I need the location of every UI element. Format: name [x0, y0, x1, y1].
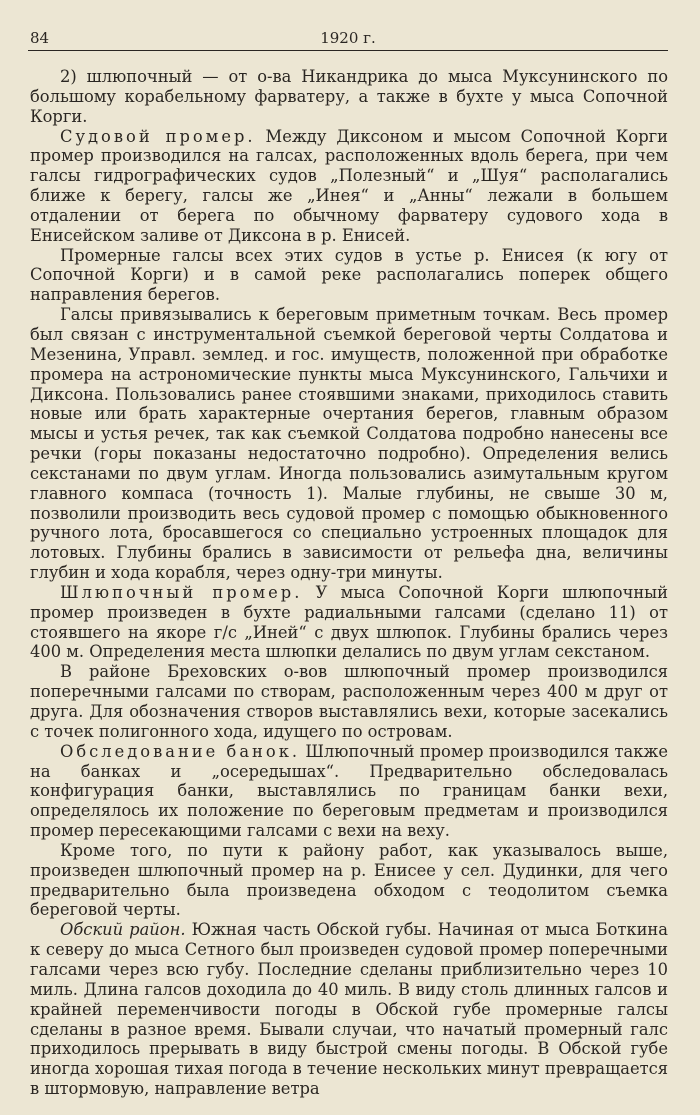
paragraph-text: Кроме того, по пути к району работ, как указывалось выше, произведен шлюпочный промер на р. Енисее у сел. Дудинки, для чего предварительно была произведена обходом с теодолитом съемка береговой черты.	[30, 840, 668, 920]
paragraph-text: Галсы привязывались к береговым приметным точкам. Весь промер был связан с инструментальной съемкой береговой черты Солдатова и Мезенина, Управл. землед. и гос. имуществ, положенной при обработке промера на астрономические пункты мыса Муксунинского, Гальчихи и Диксона. Пользовались ранее стоявшими знаками, приходилось ставить новые или брать характерные очертания берегов, главным образом мысы и устья речек, так как съемкой Солдатова подробно нанесены все речки (горы показаны недостаточно подробно). Определения велись секстанами по двум углам. Иногда пользовались азимутальным кругом главного компаса (точность 1). Малые глубины, не свыше 30 м, позволили производить весь судовой промер с помощью обыкновенного ручного лота, бросавшегося со специально устроенных площадок для лотовых. Глубины брались в зависимости от рельефа дна, величины глубин и хода корабля, через одну-три минуты.	[30, 305, 668, 583]
header-rule	[28, 50, 668, 51]
paragraph-text: Между Диксоном и мысом Сопочной Корги промер производился на галсах, расположенных вдоль берега, при чем галсы гидрографических судов „Полезный“ и „Шуя“ располагались ближе к берегу, галсы же „Инея“ и „Анны“ лежали в большем отдалении от берега по обычному фарватеру судового хода в Енисейском заливе от Диксона в р. Енисей.	[30, 126, 668, 245]
section-heading-bank-survey: Обследование банок.	[60, 741, 301, 761]
paragraph-text: Южная часть Обской губы. Начиная от мыса Боткина к северу до мыса Сетного был произведен судовой промер поперечными галсами через всю губу. Последние сделаны приблизительно через 10 миль. Длина галсов доходила до 40 миль. В виду столь длинных галсов и крайней переменчивости погоды в Обской губе промерные галсы сделаны в разное время. Бывали случаи, что начатый промерный галс приходилось прерывать в виду быстрой смены погоды. В Обской губе иногда хорошая тихая погода в течение нескольких минут превращается в штормовую, направление ветра	[30, 920, 668, 1099]
paragraph	[30, 583, 668, 662]
running-title: 1920 г.	[320, 29, 376, 47]
paragraph	[30, 305, 668, 583]
page	[28, 28, 668, 1099]
paragraph	[30, 841, 668, 920]
section-heading-boat-sounding: Шлюпочный промер.	[60, 582, 303, 602]
paragraph-text: Промерные галсы всех этих судов в устье р. Енисея (к югу от Сопочной Корги) и в самой реке располагались поперек общего направления берегов.	[30, 245, 668, 305]
paragraph	[30, 742, 668, 841]
paragraph	[30, 662, 668, 741]
paragraph-text: 2) шлюпочный — от о-ва Никандрика до мыса Муксунинского по большому корабельному фарватеру, а также в бухте у мыса Сопочной Корги.	[30, 67, 668, 126]
paragraph	[30, 246, 668, 306]
body-text	[28, 67, 668, 1099]
page-header	[28, 28, 668, 48]
paragraph	[30, 67, 668, 127]
section-heading-ob-region: Обский район.	[60, 920, 186, 940]
page-number: 84	[30, 29, 50, 47]
paragraph	[30, 920, 668, 1099]
paragraph	[30, 127, 668, 246]
paragraph-text: Шлюпочный промер производился также на банках и „осередышах“. Предварительно обследовалась конфигурация банки, выставлялись по границам банки вехи, определялось их положение по береговым предметам и производился промер пересекающими галсами с вехи на веху.	[30, 741, 669, 841]
paragraph-text: В районе Бреховских о-вов шлюпочный промер производился поперечными галсами по створам, расположенным через 400 м друг от друга. Для обозначения створов выставлялись вехи, которые засекались с точек полигонного хода, идущего по островам.	[30, 662, 668, 741]
paragraph-text: У мыса Сопочной Корги шлюпочный промер произведен в бухте радиальными галсами (сделано 11) от стоявшего на якоре г/с „Иней“ с двух шлюпок. Глубины брались через 400 м. Определения места шлюпки делались по двум углам секстаном.	[30, 582, 668, 662]
section-heading-ship-sounding: Судовой промер.	[60, 126, 256, 146]
